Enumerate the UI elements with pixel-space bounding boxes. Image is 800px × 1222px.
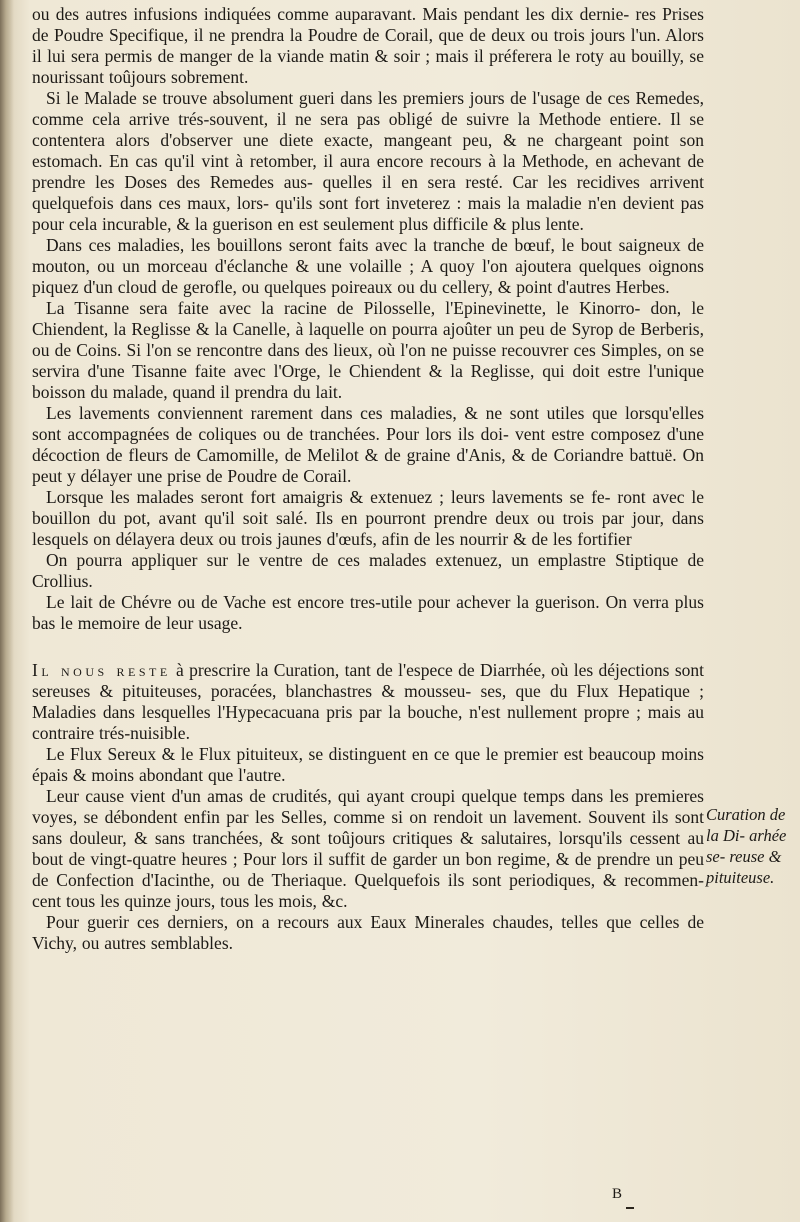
paragraph-amaigris: Lorsque les malades seront fort amaigris & extenuez ; leurs lavements se fe- ront avec le bouillon du pot, avant qu'il soit salé. Ils en pourront prendre deux ou trois par jour, dans lesquels on délayera deux ou trois jaunes d'œufs, afin de les nourrir & de les fortifier bbox=[32, 487, 704, 549]
paragraph-guerir: Pour guerir ces derniers, on a recours aux Eaux Minerales chaudes, telles que celles de Vichy, ou autres semblables. bbox=[32, 912, 704, 953]
paragraph-curation-text: à prescrire la Curation, tant de l'espece de Diarrhée, où les déjections sont sereuses & pituiteuses, poracées, blanchastres & mousseu- ses, que du Flux Hepatique ; Maladies dans lesquelles l'Hypecacuana pris par la bouche, n'est nullement propre ; mais au contraire trés-nuisible. bbox=[32, 660, 704, 743]
page-mark bbox=[626, 1207, 634, 1209]
paragraph-tisanne: La Tisanne sera faite avec la racine de Pilosselle, l'Epinevinette, le Kinorro- don, le Chiendent, la Reglisse & la Canelle, à laquelle on pourra ajoûter un peu de Syrop de Berberis, ou de Coins. Si l'on se rencontre dans des lieux, où l'on ne puisse recouvrer ces Simples, on se servira d'une Tisanne faite avec l'Orge, le Chiendent & la Reglisse, qui doit estre l'unique boisson du malade, quand il prendra du lait. bbox=[32, 298, 704, 402]
paragraph-flux-sereux: Le Flux Sereux & le Flux pituiteux, se distinguent en ce que le premier est beaucoup moins épais & moins abondant que l'autre. bbox=[32, 744, 704, 785]
main-text-column bbox=[32, 4, 704, 954]
paragraph-bouillons: Dans ces maladies, les bouillons seront faits avec la tranche de bœuf, le bout saigneux de mouton, ou un morceau d'éclanche & une volaille ; A quoy l'on ajoutera quelques oignons piquez d'un cloud de gerofle, ou quelques poireaux ou du cellery, & point d'autres Herbes. bbox=[32, 235, 704, 297]
paragraph-curation bbox=[32, 660, 704, 744]
section-lead: Il nous reste bbox=[32, 660, 171, 680]
section-gap bbox=[32, 634, 704, 660]
paragraph-lavements: Les lavements conviennent rarement dans ces maladies, & ne sont utiles que lorsqu'elles sont accompagnées de coliques ou de tranchées. Pour lors ils doi- vent estre composez d'une décoction de fleurs de Camomille, de Melilot & de graine d'Anis, & de Coriandre battuë. On peut y délayer une prise de Poudre de Corail. bbox=[32, 403, 704, 486]
paragraph-recovery: Si le Malade se trouve absolument gueri dans les premiers jours de l'usage de ces Remedes, comme cela arrive trés-souvent, il ne sera pas obligé de suivre la Methode entiere. Il se contentera alors d'observer une diete exacte, mangeant peu, & ne chargeant point son estomach. En cas qu'il vint à retomber, il aura encore recours à la Methode, en achevant de prendre les Doses des Remedes aus- quelles il en sera resté. Car les recidives arrivent quelquefois dans ces maux, lors- qu'ils sont fort inveterez : mais la maladie n'en devient pas pour cela incurable, & la guerison en est seulement plus difficile & plus lente. bbox=[32, 88, 704, 234]
paragraph-emplastre: On pourra appliquer sur le ventre de ces malades extenuez, un emplastre Stiptique de Crollius. bbox=[32, 550, 704, 591]
paragraph-cause: Leur cause vient d'un amas de crudités, qui ayant croupi quelque temps dans les premieres voyes, se débondent enfin par les Selles, comme si on rendoit un lavement. Souvent ils sont sans douleur, & sans tranchées, & sont toûjours critiques & salutaires, lorsqu'ils cessent au bout de vingt-quatre heures ; Pour lors il suffit de garder un bon regime, & de prendre un peu de Confection d'Iacinthe, ou de Theriaque. Quelquefois ils sont periodiques, & recommen- cent tous les quinze jours, tous les mois, &c. bbox=[32, 786, 704, 911]
signature-mark: B bbox=[612, 1186, 623, 1202]
margin-note-curation: Curation de la Di- arhée se- reuse & pituiteuse. bbox=[706, 805, 787, 887]
paragraph-continuation: ou des autres infusions indiquées comme auparavant. Mais pendant les dix dernie- res Prises de Poudre Specifique, il ne prendra la Poudre de Corail, que de deux ou trois jours l'un. Alors il lui sera permis de manger de la viande matin & soir ; mais il préferera le roty au bouilly, se nourissant toûjours sobrement. bbox=[32, 4, 704, 87]
paragraph-lait: Le lait de Chévre ou de Vache est encore tres-utile pour achever la guerison. On verra plus bas le memoire de leur usage. bbox=[32, 592, 704, 633]
binding-shadow bbox=[0, 0, 14, 1222]
